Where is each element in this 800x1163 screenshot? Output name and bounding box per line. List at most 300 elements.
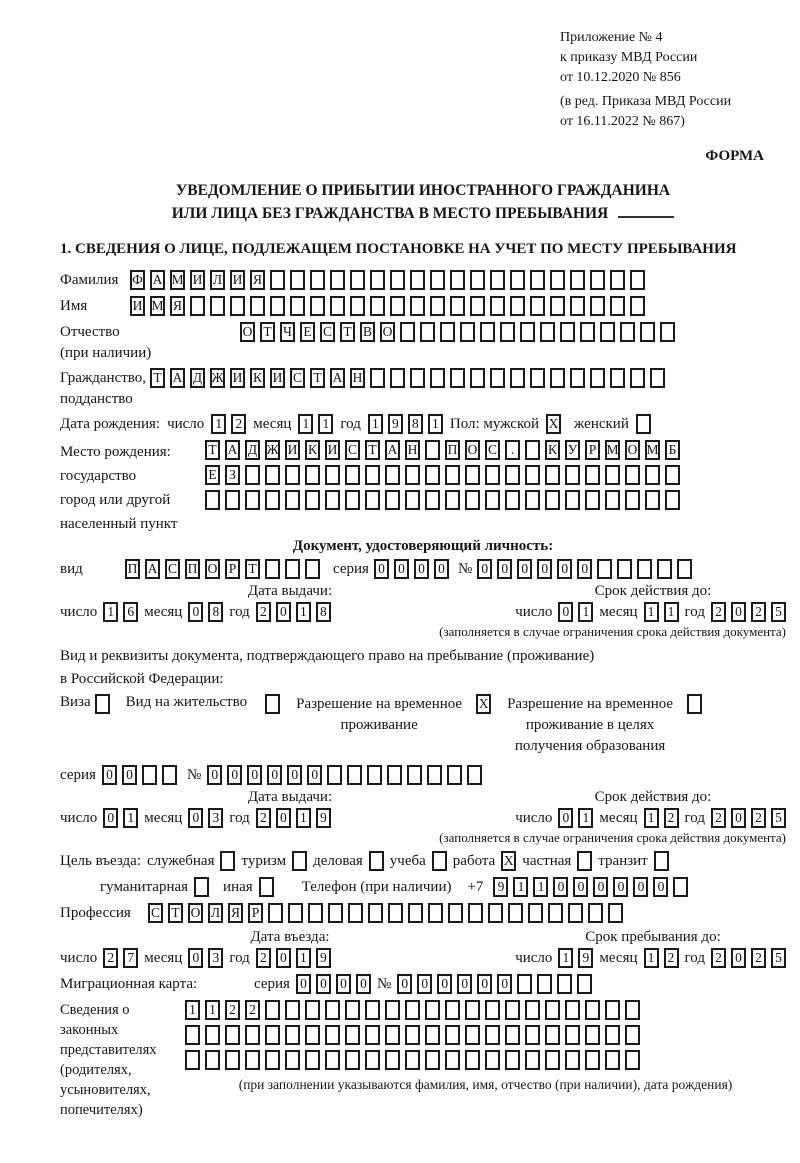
char-cell[interactable] xyxy=(565,1025,580,1045)
char-cell[interactable]: 8 xyxy=(208,602,223,622)
char-cell[interactable]: У xyxy=(565,440,580,460)
char-cell[interactable] xyxy=(540,322,555,342)
char-cell[interactable]: Я xyxy=(170,296,185,316)
char-cell[interactable]: И xyxy=(230,270,245,290)
char-cell[interactable] xyxy=(430,368,445,388)
char-cell[interactable] xyxy=(510,296,525,316)
sex-male-checkbox[interactable] xyxy=(546,414,561,434)
char-cell[interactable] xyxy=(565,490,580,510)
char-cell[interactable]: 1 xyxy=(664,602,679,622)
birth-place-row2-cells[interactable] xyxy=(205,465,680,485)
char-cell[interactable] xyxy=(636,414,651,434)
char-cell[interactable] xyxy=(250,296,265,316)
char-cell[interactable]: 3 xyxy=(208,808,223,828)
char-cell[interactable] xyxy=(490,270,505,290)
char-cell[interactable] xyxy=(545,1050,560,1070)
char-cell[interactable]: А xyxy=(145,559,160,579)
char-cell[interactable] xyxy=(425,490,440,510)
char-cell[interactable]: 2 xyxy=(256,808,271,828)
char-cell[interactable] xyxy=(350,270,365,290)
char-cell[interactable]: 1 xyxy=(513,877,528,897)
char-cell[interactable]: Л xyxy=(210,270,225,290)
residence-series-cells[interactable] xyxy=(102,765,177,785)
char-cell[interactable]: . xyxy=(505,440,520,460)
birth-place-row1-cells[interactable] xyxy=(205,440,680,460)
char-cell[interactable] xyxy=(557,974,572,994)
char-cell[interactable]: 1 xyxy=(296,602,311,622)
char-cell[interactable] xyxy=(465,465,480,485)
char-cell[interactable]: 0 xyxy=(573,877,588,897)
char-cell[interactable] xyxy=(525,1025,540,1045)
char-cell[interactable]: Н xyxy=(405,440,420,460)
char-cell[interactable] xyxy=(245,1050,260,1070)
char-cell[interactable] xyxy=(560,322,575,342)
char-cell[interactable]: 0 xyxy=(497,974,512,994)
char-cell[interactable] xyxy=(225,1025,240,1045)
char-cell[interactable]: Е xyxy=(205,465,220,485)
char-cell[interactable]: Т xyxy=(340,322,355,342)
surname-cells[interactable] xyxy=(130,270,645,290)
char-cell[interactable] xyxy=(597,559,612,579)
char-cell[interactable]: П xyxy=(445,440,460,460)
char-cell[interactable] xyxy=(610,270,625,290)
char-cell[interactable]: 0 xyxy=(731,602,746,622)
identity-issue-month-cells[interactable] xyxy=(188,602,223,622)
char-cell[interactable]: 1 xyxy=(103,602,118,622)
char-cell[interactable] xyxy=(465,490,480,510)
char-cell[interactable]: Т xyxy=(245,559,260,579)
char-cell[interactable]: Р xyxy=(225,559,240,579)
residence-permit-checkbox[interactable] xyxy=(265,694,280,714)
char-cell[interactable]: О xyxy=(188,903,203,923)
char-cell[interactable] xyxy=(428,903,443,923)
char-cell[interactable] xyxy=(537,974,552,994)
char-cell[interactable]: Д xyxy=(190,368,205,388)
char-cell[interactable]: 0 xyxy=(103,808,118,828)
char-cell[interactable] xyxy=(390,270,405,290)
char-cell[interactable] xyxy=(568,903,583,923)
char-cell[interactable] xyxy=(310,270,325,290)
char-cell[interactable]: Н xyxy=(350,368,365,388)
char-cell[interactable] xyxy=(447,765,462,785)
representatives-row3-cells[interactable] xyxy=(185,1050,640,1070)
char-cell[interactable]: К xyxy=(250,368,265,388)
char-cell[interactable] xyxy=(370,368,385,388)
stay-day-cells[interactable] xyxy=(558,948,593,968)
char-cell[interactable] xyxy=(570,296,585,316)
char-cell[interactable]: 0 xyxy=(577,559,592,579)
char-cell[interactable]: 9 xyxy=(493,877,508,897)
char-cell[interactable] xyxy=(425,1025,440,1045)
char-cell[interactable] xyxy=(605,1050,620,1070)
mc-series-cells[interactable] xyxy=(296,974,371,994)
char-cell[interactable]: И xyxy=(230,368,245,388)
char-cell[interactable] xyxy=(305,559,320,579)
char-cell[interactable]: 2 xyxy=(231,414,246,434)
char-cell[interactable] xyxy=(445,465,460,485)
char-cell[interactable]: С xyxy=(345,440,360,460)
char-cell[interactable]: 1 xyxy=(578,602,593,622)
char-cell[interactable]: 0 xyxy=(457,974,472,994)
char-cell[interactable]: 2 xyxy=(711,808,726,828)
char-cell[interactable] xyxy=(465,1050,480,1070)
identity-valid-month-cells[interactable] xyxy=(644,602,679,622)
char-cell[interactable]: 2 xyxy=(256,948,271,968)
char-cell[interactable]: Т xyxy=(150,368,165,388)
visa-checkbox[interactable] xyxy=(95,694,110,714)
stay-year-cells[interactable] xyxy=(711,948,786,968)
char-cell[interactable]: 8 xyxy=(408,414,423,434)
char-cell[interactable] xyxy=(390,368,405,388)
purpose-other-checkbox[interactable] xyxy=(259,877,274,897)
char-cell[interactable] xyxy=(405,490,420,510)
char-cell[interactable]: П xyxy=(125,559,140,579)
char-cell[interactable] xyxy=(545,490,560,510)
char-cell[interactable]: 0 xyxy=(287,765,302,785)
birth-year-cells[interactable] xyxy=(368,414,443,434)
char-cell[interactable] xyxy=(345,1025,360,1045)
char-cell[interactable] xyxy=(500,322,515,342)
char-cell[interactable]: 0 xyxy=(227,765,242,785)
char-cell[interactable]: 2 xyxy=(751,602,766,622)
char-cell[interactable] xyxy=(330,296,345,316)
residence-valid-year-cells[interactable] xyxy=(711,808,786,828)
char-cell[interactable] xyxy=(345,1000,360,1020)
char-cell[interactable] xyxy=(465,1025,480,1045)
char-cell[interactable]: И xyxy=(270,368,285,388)
char-cell[interactable] xyxy=(190,296,205,316)
char-cell[interactable] xyxy=(608,903,623,923)
char-cell[interactable] xyxy=(265,694,280,714)
char-cell[interactable] xyxy=(485,1025,500,1045)
char-cell[interactable] xyxy=(585,465,600,485)
char-cell[interactable] xyxy=(310,296,325,316)
char-cell[interactable]: 0 xyxy=(731,808,746,828)
char-cell[interactable] xyxy=(305,1050,320,1070)
char-cell[interactable] xyxy=(330,270,345,290)
char-cell[interactable]: 0 xyxy=(557,559,572,579)
char-cell[interactable]: 0 xyxy=(122,765,137,785)
char-cell[interactable]: С xyxy=(165,559,180,579)
char-cell[interactable] xyxy=(577,974,592,994)
identity-number-cells[interactable] xyxy=(477,559,692,579)
residence-issue-day-cells[interactable] xyxy=(103,808,138,828)
char-cell[interactable]: З xyxy=(225,465,240,485)
char-cell[interactable]: 9 xyxy=(388,414,403,434)
char-cell[interactable]: 0 xyxy=(356,974,371,994)
char-cell[interactable]: 1 xyxy=(185,1000,200,1020)
char-cell[interactable] xyxy=(445,1025,460,1045)
char-cell[interactable] xyxy=(285,1000,300,1020)
char-cell[interactable]: 0 xyxy=(633,877,648,897)
char-cell[interactable] xyxy=(194,877,209,897)
char-cell[interactable] xyxy=(347,765,362,785)
char-cell[interactable]: 9 xyxy=(316,808,331,828)
residence-valid-day-cells[interactable] xyxy=(558,808,593,828)
char-cell[interactable]: 0 xyxy=(374,559,389,579)
char-cell[interactable] xyxy=(270,296,285,316)
char-cell[interactable]: М xyxy=(170,270,185,290)
char-cell[interactable]: И xyxy=(285,440,300,460)
char-cell[interactable]: 1 xyxy=(533,877,548,897)
char-cell[interactable] xyxy=(610,368,625,388)
char-cell[interactable]: С xyxy=(290,368,305,388)
char-cell[interactable] xyxy=(525,1050,540,1070)
char-cell[interactable] xyxy=(205,490,220,510)
char-cell[interactable]: 0 xyxy=(558,602,573,622)
char-cell[interactable] xyxy=(305,1000,320,1020)
char-cell[interactable] xyxy=(305,1025,320,1045)
char-cell[interactable] xyxy=(465,1000,480,1020)
char-cell[interactable] xyxy=(470,296,485,316)
char-cell[interactable] xyxy=(305,465,320,485)
char-cell[interactable]: П xyxy=(185,559,200,579)
char-cell[interactable] xyxy=(425,1050,440,1070)
char-cell[interactable]: 0 xyxy=(497,559,512,579)
char-cell[interactable] xyxy=(325,465,340,485)
purpose-tourism-checkbox[interactable] xyxy=(292,851,307,871)
char-cell[interactable] xyxy=(657,559,672,579)
char-cell[interactable] xyxy=(285,490,300,510)
char-cell[interactable] xyxy=(488,903,503,923)
char-cell[interactable] xyxy=(505,1000,520,1020)
char-cell[interactable]: К xyxy=(545,440,560,460)
char-cell[interactable]: 1 xyxy=(123,808,138,828)
char-cell[interactable] xyxy=(660,322,675,342)
char-cell[interactable]: 2 xyxy=(103,948,118,968)
char-cell[interactable]: Т xyxy=(260,322,275,342)
char-cell[interactable] xyxy=(385,490,400,510)
char-cell[interactable] xyxy=(325,1000,340,1020)
char-cell[interactable]: 0 xyxy=(267,765,282,785)
char-cell[interactable]: О xyxy=(240,322,255,342)
char-cell[interactable] xyxy=(650,368,665,388)
char-cell[interactable] xyxy=(645,490,660,510)
char-cell[interactable]: Р xyxy=(585,440,600,460)
char-cell[interactable]: О xyxy=(625,440,640,460)
char-cell[interactable]: 2 xyxy=(245,1000,260,1020)
char-cell[interactable] xyxy=(368,903,383,923)
char-cell[interactable]: А xyxy=(385,440,400,460)
char-cell[interactable]: Р xyxy=(248,903,263,923)
char-cell[interactable] xyxy=(325,490,340,510)
char-cell[interactable] xyxy=(185,1025,200,1045)
char-cell[interactable] xyxy=(245,465,260,485)
char-cell[interactable] xyxy=(290,270,305,290)
char-cell[interactable] xyxy=(365,1050,380,1070)
char-cell[interactable] xyxy=(510,270,525,290)
char-cell[interactable] xyxy=(285,1025,300,1045)
char-cell[interactable]: 9 xyxy=(316,948,331,968)
char-cell[interactable]: 2 xyxy=(751,948,766,968)
char-cell[interactable]: А xyxy=(150,270,165,290)
purpose-business-checkbox[interactable] xyxy=(220,851,235,871)
char-cell[interactable]: 2 xyxy=(711,602,726,622)
char-cell[interactable] xyxy=(390,296,405,316)
char-cell[interactable] xyxy=(505,1025,520,1045)
char-cell[interactable] xyxy=(630,368,645,388)
char-cell[interactable]: 0 xyxy=(102,765,117,785)
char-cell[interactable]: X xyxy=(501,851,516,871)
identity-issue-day-cells[interactable] xyxy=(103,602,138,622)
char-cell[interactable]: X xyxy=(546,414,561,434)
char-cell[interactable] xyxy=(407,765,422,785)
char-cell[interactable] xyxy=(510,368,525,388)
char-cell[interactable]: 0 xyxy=(394,559,409,579)
char-cell[interactable] xyxy=(420,322,435,342)
char-cell[interactable] xyxy=(345,1050,360,1070)
char-cell[interactable] xyxy=(265,490,280,510)
char-cell[interactable]: А xyxy=(330,368,345,388)
char-cell[interactable] xyxy=(528,903,543,923)
purpose-humanitarian-checkbox[interactable] xyxy=(194,877,209,897)
char-cell[interactable]: С xyxy=(148,903,163,923)
char-cell[interactable]: 0 xyxy=(276,948,291,968)
char-cell[interactable] xyxy=(268,903,283,923)
char-cell[interactable] xyxy=(385,465,400,485)
char-cell[interactable]: 0 xyxy=(553,877,568,897)
char-cell[interactable] xyxy=(525,465,540,485)
char-cell[interactable]: 6 xyxy=(123,602,138,622)
char-cell[interactable] xyxy=(480,322,495,342)
char-cell[interactable]: 0 xyxy=(207,765,222,785)
char-cell[interactable]: 0 xyxy=(517,559,532,579)
char-cell[interactable] xyxy=(205,1050,220,1070)
char-cell[interactable] xyxy=(530,368,545,388)
char-cell[interactable]: 2 xyxy=(664,808,679,828)
char-cell[interactable] xyxy=(550,368,565,388)
char-cell[interactable] xyxy=(365,1000,380,1020)
residence-issue-year-cells[interactable] xyxy=(256,808,331,828)
char-cell[interactable]: С xyxy=(320,322,335,342)
char-cell[interactable]: Ч xyxy=(280,322,295,342)
char-cell[interactable] xyxy=(345,490,360,510)
char-cell[interactable]: 1 xyxy=(296,808,311,828)
char-cell[interactable]: 0 xyxy=(537,559,552,579)
char-cell[interactable] xyxy=(265,559,280,579)
identity-issue-year-cells[interactable] xyxy=(256,602,331,622)
char-cell[interactable] xyxy=(468,903,483,923)
char-cell[interactable]: 0 xyxy=(188,808,203,828)
char-cell[interactable] xyxy=(450,270,465,290)
char-cell[interactable] xyxy=(308,903,323,923)
char-cell[interactable] xyxy=(328,903,343,923)
char-cell[interactable]: 0 xyxy=(558,808,573,828)
char-cell[interactable] xyxy=(625,1000,640,1020)
char-cell[interactable] xyxy=(505,1050,520,1070)
char-cell[interactable] xyxy=(425,1000,440,1020)
char-cell[interactable] xyxy=(385,1000,400,1020)
char-cell[interactable]: С xyxy=(485,440,500,460)
char-cell[interactable] xyxy=(365,1025,380,1045)
char-cell[interactable]: 5 xyxy=(771,602,786,622)
residence-issue-month-cells[interactable] xyxy=(188,808,223,828)
char-cell[interactable] xyxy=(525,440,540,460)
char-cell[interactable] xyxy=(585,1025,600,1045)
char-cell[interactable]: 0 xyxy=(296,974,311,994)
char-cell[interactable] xyxy=(265,465,280,485)
char-cell[interactable] xyxy=(525,490,540,510)
char-cell[interactable]: Д xyxy=(245,440,260,460)
char-cell[interactable] xyxy=(225,1050,240,1070)
char-cell[interactable]: Ф xyxy=(130,270,145,290)
char-cell[interactable]: 1 xyxy=(298,414,313,434)
char-cell[interactable] xyxy=(427,765,442,785)
char-cell[interactable] xyxy=(620,322,635,342)
char-cell[interactable] xyxy=(470,270,485,290)
char-cell[interactable]: 0 xyxy=(731,948,746,968)
char-cell[interactable]: 1 xyxy=(644,948,659,968)
char-cell[interactable]: М xyxy=(150,296,165,316)
char-cell[interactable]: 0 xyxy=(477,974,492,994)
char-cell[interactable] xyxy=(225,490,240,510)
char-cell[interactable] xyxy=(485,1000,500,1020)
char-cell[interactable] xyxy=(625,1025,640,1045)
representatives-row1-cells[interactable] xyxy=(185,1000,640,1020)
char-cell[interactable] xyxy=(590,270,605,290)
birth-place-row3-cells[interactable] xyxy=(205,490,680,510)
purpose-work-checkbox[interactable] xyxy=(501,851,516,871)
char-cell[interactable]: 3 xyxy=(208,948,223,968)
char-cell[interactable]: М xyxy=(645,440,660,460)
char-cell[interactable] xyxy=(630,296,645,316)
char-cell[interactable]: 8 xyxy=(316,602,331,622)
char-cell[interactable]: 2 xyxy=(225,1000,240,1020)
birth-day-cells[interactable] xyxy=(211,414,246,434)
char-cell[interactable]: 1 xyxy=(211,414,226,434)
char-cell[interactable] xyxy=(545,1000,560,1020)
char-cell[interactable] xyxy=(517,974,532,994)
char-cell[interactable] xyxy=(325,1025,340,1045)
char-cell[interactable] xyxy=(265,1025,280,1045)
char-cell[interactable]: Т xyxy=(168,903,183,923)
char-cell[interactable] xyxy=(445,490,460,510)
residence-number-cells[interactable] xyxy=(207,765,482,785)
char-cell[interactable] xyxy=(348,903,363,923)
temp-permit-checkbox[interactable] xyxy=(476,694,491,714)
purpose-study-checkbox[interactable] xyxy=(432,851,447,871)
char-cell[interactable]: 1 xyxy=(428,414,443,434)
char-cell[interactable] xyxy=(350,296,365,316)
char-cell[interactable]: Е xyxy=(300,322,315,342)
residence-valid-month-cells[interactable] xyxy=(644,808,679,828)
char-cell[interactable]: Л xyxy=(208,903,223,923)
char-cell[interactable] xyxy=(485,490,500,510)
char-cell[interactable]: 0 xyxy=(397,974,412,994)
representatives-row2-cells[interactable] xyxy=(185,1025,640,1045)
sex-female-checkbox[interactable] xyxy=(636,414,651,434)
char-cell[interactable] xyxy=(530,270,545,290)
edu-permit-checkbox[interactable] xyxy=(687,694,702,714)
stay-month-cells[interactable] xyxy=(644,948,679,968)
char-cell[interactable]: 5 xyxy=(771,948,786,968)
char-cell[interactable]: Т xyxy=(365,440,380,460)
char-cell[interactable]: 5 xyxy=(771,808,786,828)
char-cell[interactable] xyxy=(405,465,420,485)
char-cell[interactable]: 2 xyxy=(256,602,271,622)
char-cell[interactable]: 0 xyxy=(188,602,203,622)
char-cell[interactable] xyxy=(490,368,505,388)
char-cell[interactable] xyxy=(385,1025,400,1045)
char-cell[interactable] xyxy=(400,322,415,342)
purpose-transit-checkbox[interactable] xyxy=(654,851,669,871)
char-cell[interactable] xyxy=(585,1050,600,1070)
char-cell[interactable] xyxy=(185,1050,200,1070)
char-cell[interactable]: Я xyxy=(250,270,265,290)
char-cell[interactable] xyxy=(259,877,274,897)
char-cell[interactable] xyxy=(405,1050,420,1070)
char-cell[interactable] xyxy=(467,765,482,785)
